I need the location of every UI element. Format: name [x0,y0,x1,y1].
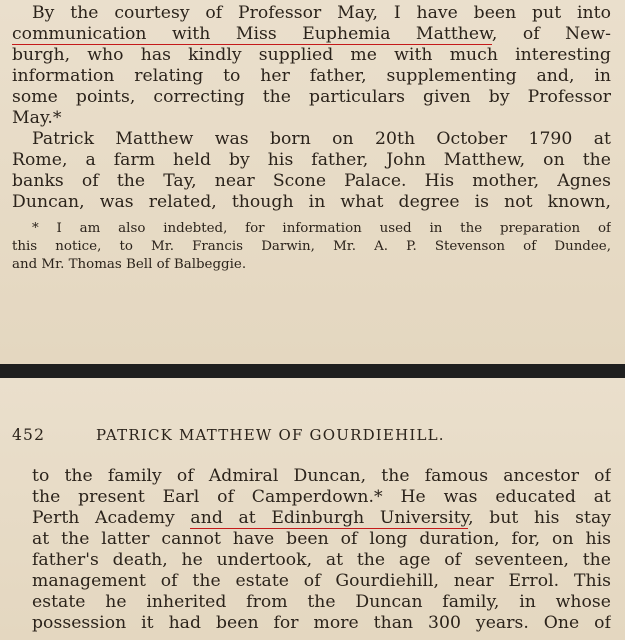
running-head: PATRICK MATTHEW OF GOURDIEHILL. [96,426,445,444]
footnote-line: this notice, to Mr. Francis Darwin, Mr. A. P. Stevenson of Dundee, [12,239,611,254]
red-underline-mark: and at Edinburgh University [190,508,469,528]
text-line: to the family of Admiral Duncan, the famous ancestor of [32,466,611,486]
text-line: father's death, he undertook, at the age of seventeen, the [32,550,611,570]
text-line: possession it had been for more than 300 years. One of [32,613,611,633]
text-line: at the latter cannot have been of long duration, for, on his [32,529,611,549]
text-line: some points, correcting the particulars given by Professor [12,87,611,107]
page-header [12,426,611,448]
text-line: Duncan, was related, though in what degree is not known, [12,192,611,212]
text-line: May.* [12,108,62,128]
page-divider [0,364,625,378]
text-line: Rome, a farm held by his father, John Matthew, on the [12,150,611,170]
text-fragment: , of New- [491,24,611,44]
footnote-line: and Mr. Thomas Bell of Balbeggie. [12,257,247,272]
footnote-line: * I am also indebted, for information used in the preparation of [32,221,611,236]
text-line: By the courtesy of Professor May, I have been put into [32,3,611,23]
text-fragment: Perth Academy [32,508,191,528]
text-line: information relating to her father, supplementing and, in [12,66,611,86]
text-line: management of the estate of Gourdiehill, near Errol. This [32,571,611,591]
text-line: burgh, who has kindly supplied me with much interesting [12,45,611,65]
text-line: banks of the Tay, near Scone Palace. His mother, Agnes [12,171,611,191]
red-underline-mark: communication with Miss Euphemia Matthew [12,24,492,44]
text-line-underlined [12,23,611,45]
text-line: the present Earl of Camperdown.* He was educated at [32,487,611,507]
page-number: 452 [12,426,46,444]
bottom-page [0,378,625,640]
text-line: estate he inherited from the Duncan family, in whose [32,592,611,612]
text-fragment: , but his stay [468,508,611,528]
text-line-underlined [32,507,611,529]
text-line: Patrick Matthew was born on 20th October 1790 at [32,129,611,149]
